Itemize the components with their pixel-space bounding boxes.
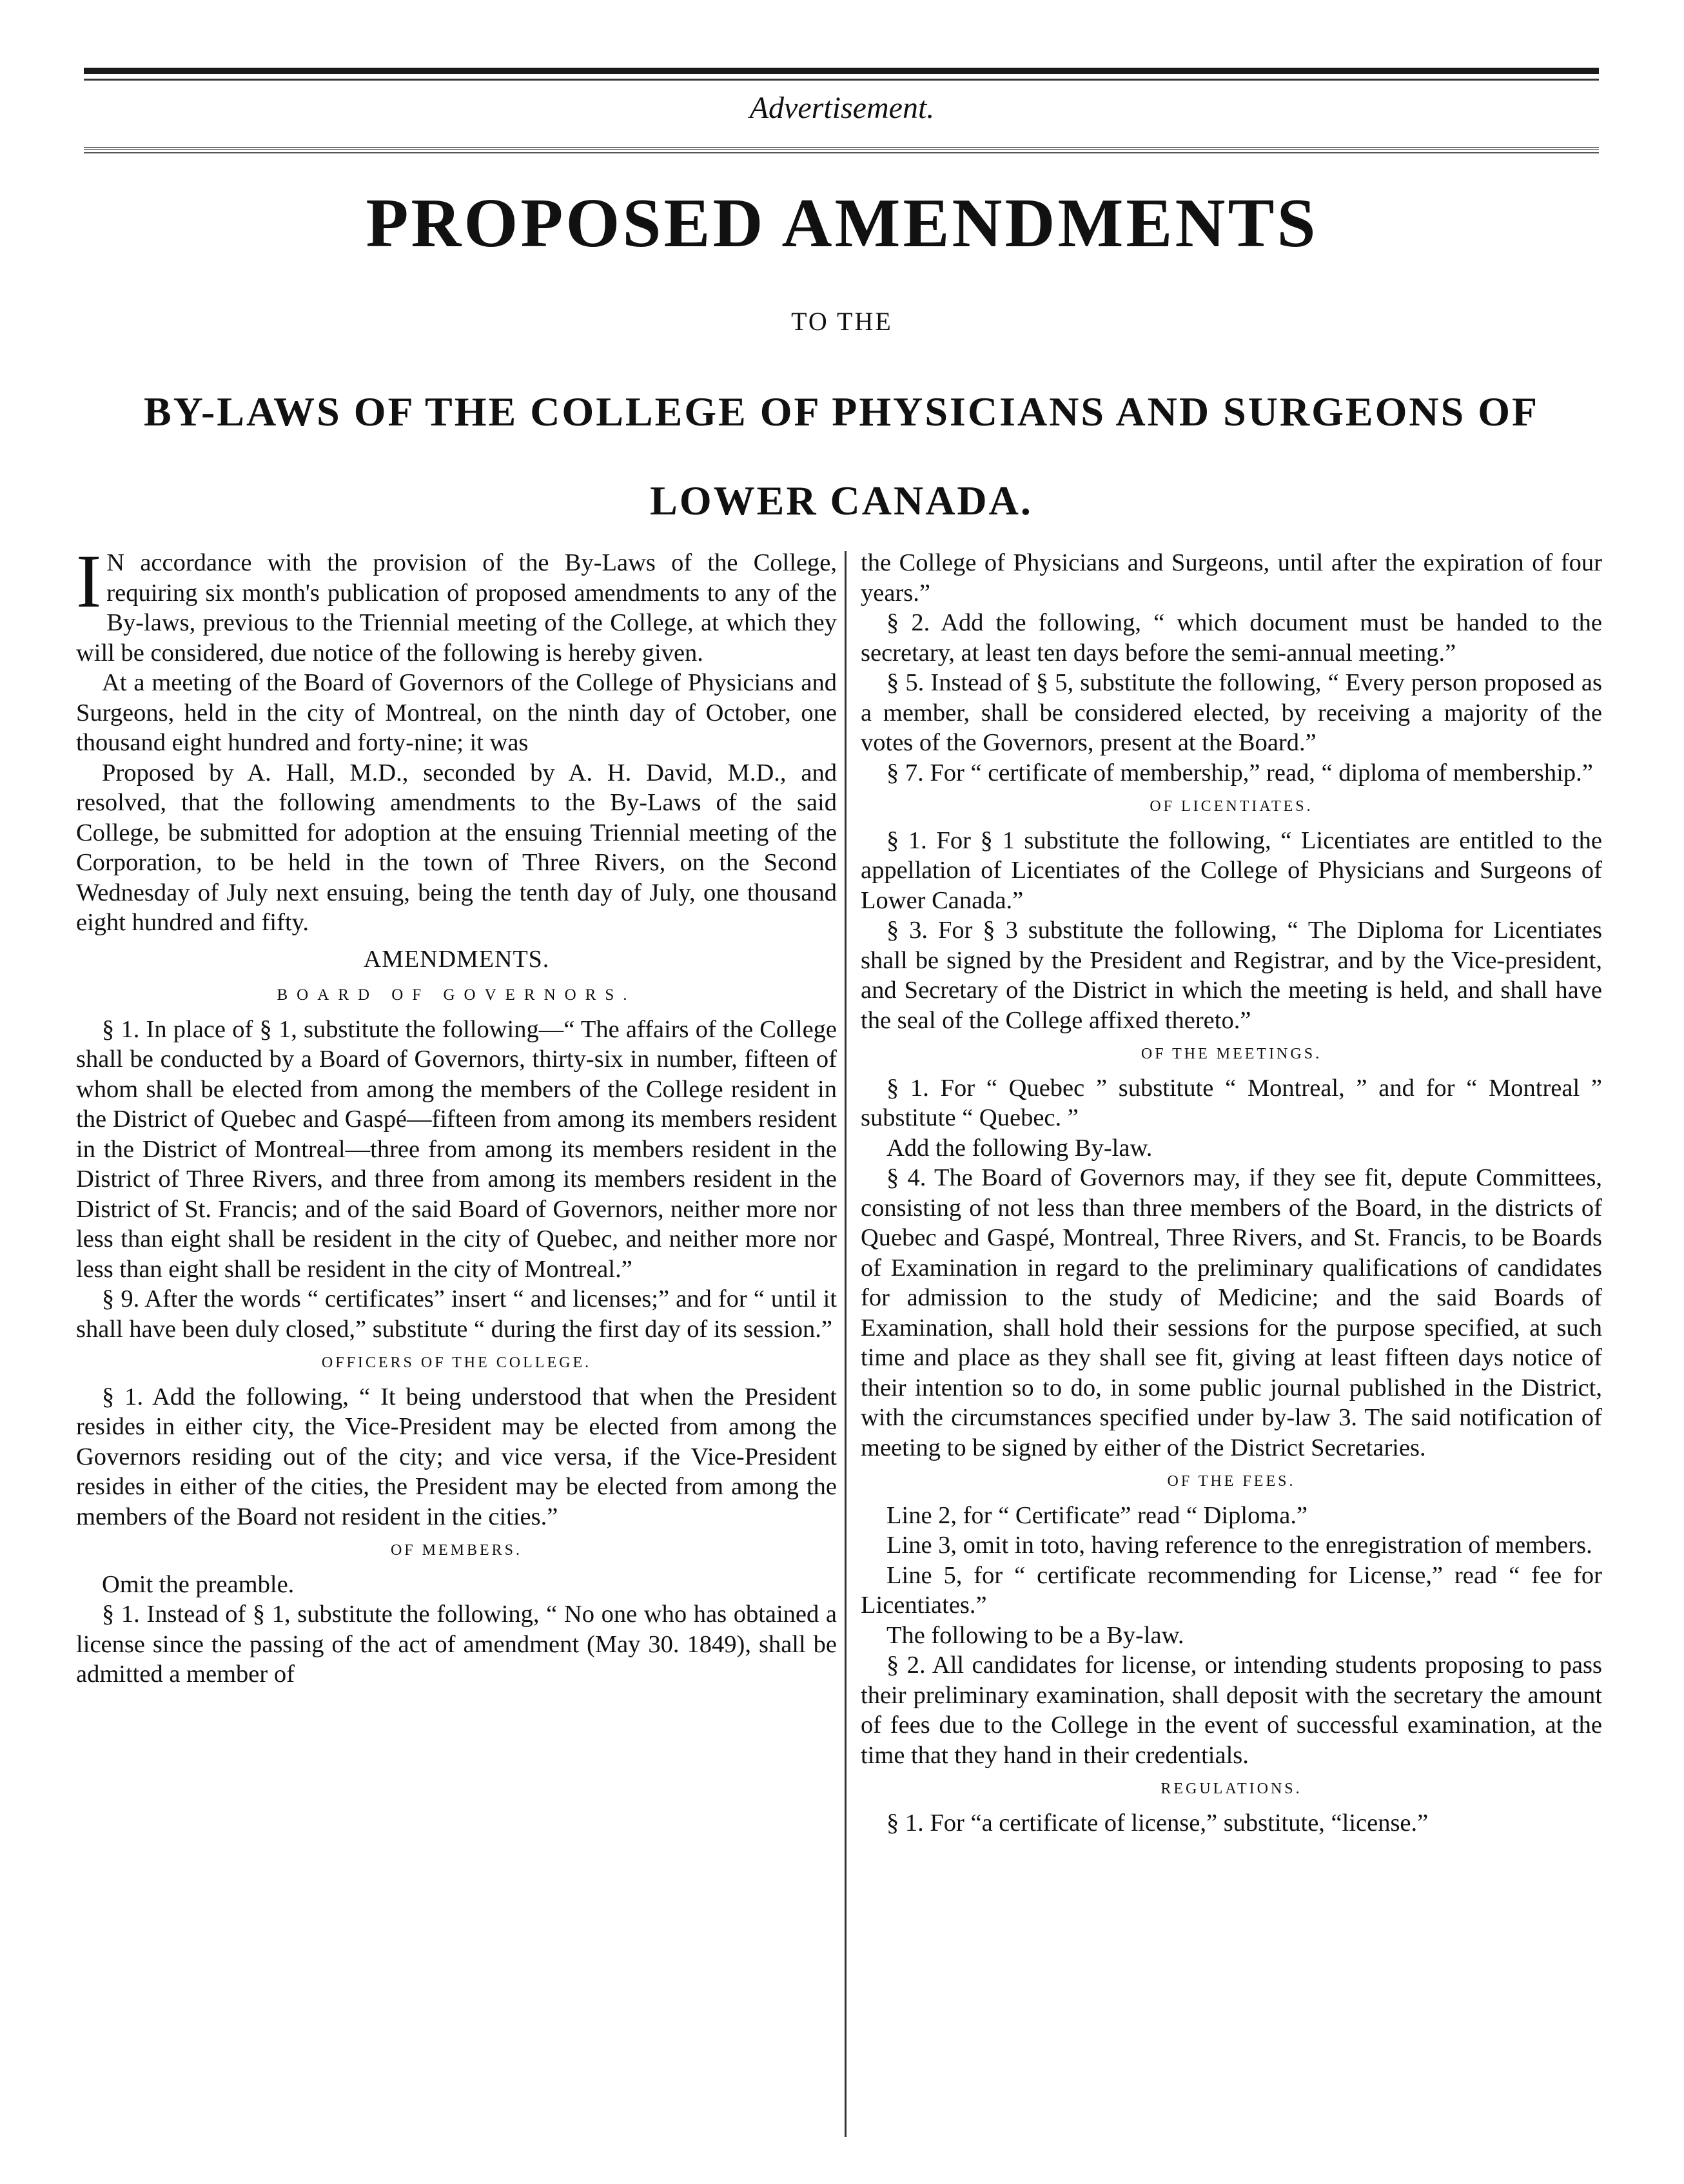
intro-paragraph bbox=[76, 539, 837, 668]
right-column bbox=[861, 548, 1602, 1838]
meetings-add-bylaw: Add the following By-law. bbox=[886, 1134, 1153, 1162]
top-rule bbox=[84, 68, 1599, 74]
board-section-1: § 1. In place of § 1, substitute the following—“ The affairs of the College shall be conducted by a Board of Governors, thirty-six in number, fifteen of whom shall be elected from among the members of the College resident in the District of Quebec and Gaspé—fifteen from among its members resident in the District of Montreal—three from among its members resident in the District of Three Rivers, and three from among its members resident in the District of St. Francis; and of the said Board of Governors, neither more nor less than eight shall be resident in the city of Quebec, and neither more nor less than eight shall be resident in the city of Montreal.” bbox=[76, 1015, 837, 1283]
licentiates-section-3: § 3. For § 3 substitute the following, “ The Diploma for Licentiates shall be signed by the President and Registrar, and by the Vice-president, and Secretary of the District in which the meeting is held, and shall have the seal of the College affixed thereto.” bbox=[861, 917, 1602, 1034]
fees-line-3: Line 3, omit in toto, having reference to the enregistration of members. bbox=[886, 1532, 1592, 1559]
column-divider bbox=[845, 551, 847, 2137]
officers-section-1: § 1. Add the following, “ It being understood that when the President resides in either city, the Vice-President may be elected from among the Governors residing out of the city; and vice versa, if the Vice-President resides in either of the cities, the President may be elected from among the members of the Board not resident in the cities.” bbox=[76, 1383, 837, 1530]
drop-cap: I bbox=[76, 539, 102, 623]
section-heading-members: OF MEMBERS. bbox=[390, 1542, 523, 1559]
header-rule bbox=[84, 147, 1599, 153]
section-heading-licentiates: OF LICENTIATES. bbox=[1150, 798, 1313, 815]
section-heading-regulations: REGULATIONS. bbox=[1160, 1780, 1302, 1797]
section-heading-fees: OF THE FEES. bbox=[1167, 1473, 1296, 1490]
members-preamble: Omit the preamble. bbox=[102, 1570, 295, 1598]
meetings-section-4: § 4. The Board of Governors may, if they see fit, depute Committees, consisting of not less than three members of the Board, in the districts of Quebec and Gaspé, Montreal, Three Rivers, and St. Francis, to be Boards of Examination in regard to the preliminary qualifications of candidates for admission to the study of Medicine; and the said Boards of Examination, shall hold their sessions for the purpose specified, at such time and place as they shall see fit, giving at least fifteen days notice of their intention so to do, in some public journal published in the District, with the circumstances specified under by-law 3. The said notification of meeting to be signed by either of the District Secretaries. bbox=[861, 1164, 1602, 1461]
board-section-9: § 9. After the words “ certificates” insert “ and licenses;” and for “ until it shall have been duly closed,” substitute “ during the first day of its session.” bbox=[76, 1285, 837, 1343]
section-heading-officers: OFFICERS OF THE COLLEGE. bbox=[321, 1354, 592, 1371]
fees-bylaw-intro: The following to be a By-law. bbox=[886, 1621, 1184, 1649]
members-section-1: § 1. Instead of § 1, substitute the following, “ No one who has obtained a license since the passing of the act of amendment (May 30. 1849), shall be admitted a member of bbox=[76, 1601, 837, 1688]
meetings-section-1: § 1. For “ Quebec ” substitute “ Montreal, ” and for “ Montreal ” substitute “ Quebec. ” bbox=[861, 1074, 1602, 1131]
advertisement-label: Advertisement. bbox=[749, 91, 935, 125]
subtitle-line-1: BY-LAWS OF THE COLLEGE OF PHYSICIANS AND SURGEONS OF bbox=[143, 389, 1540, 434]
subtitle-line-2: LOWER CANADA. bbox=[650, 478, 1033, 523]
left-column bbox=[76, 539, 837, 1690]
meeting-paragraph: At a meeting of the Board of Governors of the College of Physicians and Surgeons, held in the city of Montreal, on the ninth day of October, one thousand eight hundred and forty-nine; it was bbox=[76, 669, 837, 756]
section-heading-board: BOARD OF GOVERNORS. bbox=[277, 986, 636, 1004]
page-subtitle bbox=[84, 367, 1599, 545]
members-section-5: § 5. Instead of § 5, substitute the following, “ Every person proposed as a member, shall be considered elected, by receiving a majority of the votes of the Governors, present at the Board.” bbox=[861, 669, 1602, 756]
top-rule-thin bbox=[84, 79, 1599, 81]
fees-line-2: Line 2, for “ Certificate” read “ Diploma.” bbox=[886, 1501, 1308, 1529]
section-heading-meetings: OF THE MEETINGS. bbox=[1141, 1046, 1322, 1062]
members-section-7: § 7. For “ certificate of membership,” read, “ diploma of membership.” bbox=[886, 759, 1593, 786]
intro-text: N accordance with the provision of the By-Laws of the College, requiring six month's publication of proposed amendments to any of the By-laws, previous to the Triennial meeting of the College, at which they will be considered, due notice of the following is hereby given. bbox=[76, 549, 837, 667]
title-connector: TO THE bbox=[791, 307, 893, 336]
licentiates-section-1: § 1. For § 1 substitute the following, “ Licentiates are entitled to the appellation of Licentiates of the College of Physicians and Surgeons of Lower Canada.” bbox=[861, 826, 1602, 914]
members-section-2: § 2. Add the following, “ which document must be handed to the secretary, at least ten days before the semi-annual meeting.” bbox=[861, 609, 1602, 667]
section-heading-amendments: AMENDMENTS. bbox=[363, 945, 550, 973]
fees-section-2: § 2. All candidates for license, or intending students proposing to pass their preliminary examination, shall deposit with the secretary the amount of fees due to the College in the event of successful examination, at the time that they hand in their credentials. bbox=[861, 1652, 1602, 1769]
fees-line-5: Line 5, for “ certificate recommending for License,” read “ fee for Licentiates.” bbox=[861, 1561, 1602, 1619]
regulations-section-1: § 1. For “a certificate of license,” substitute, “license.” bbox=[886, 1809, 1429, 1837]
members-section-1-cont: the College of Physicians and Surgeons, until after the expiration of four years.” bbox=[861, 549, 1602, 607]
page-title: PROPOSED AMENDMENTS bbox=[366, 185, 1318, 262]
resolution-paragraph: Proposed by A. Hall, M.D., seconded by A. H. David, M.D., and resolved, that the following amendments to the By-Laws of the said College, be submitted for adoption at the ensuing Triennial meeting of the Corporation, to be held in the town of Three Rivers, on the Second Wednesday of July next ensuing, being the tenth day of July, one thousand eight hundred and fifty. bbox=[76, 759, 837, 936]
